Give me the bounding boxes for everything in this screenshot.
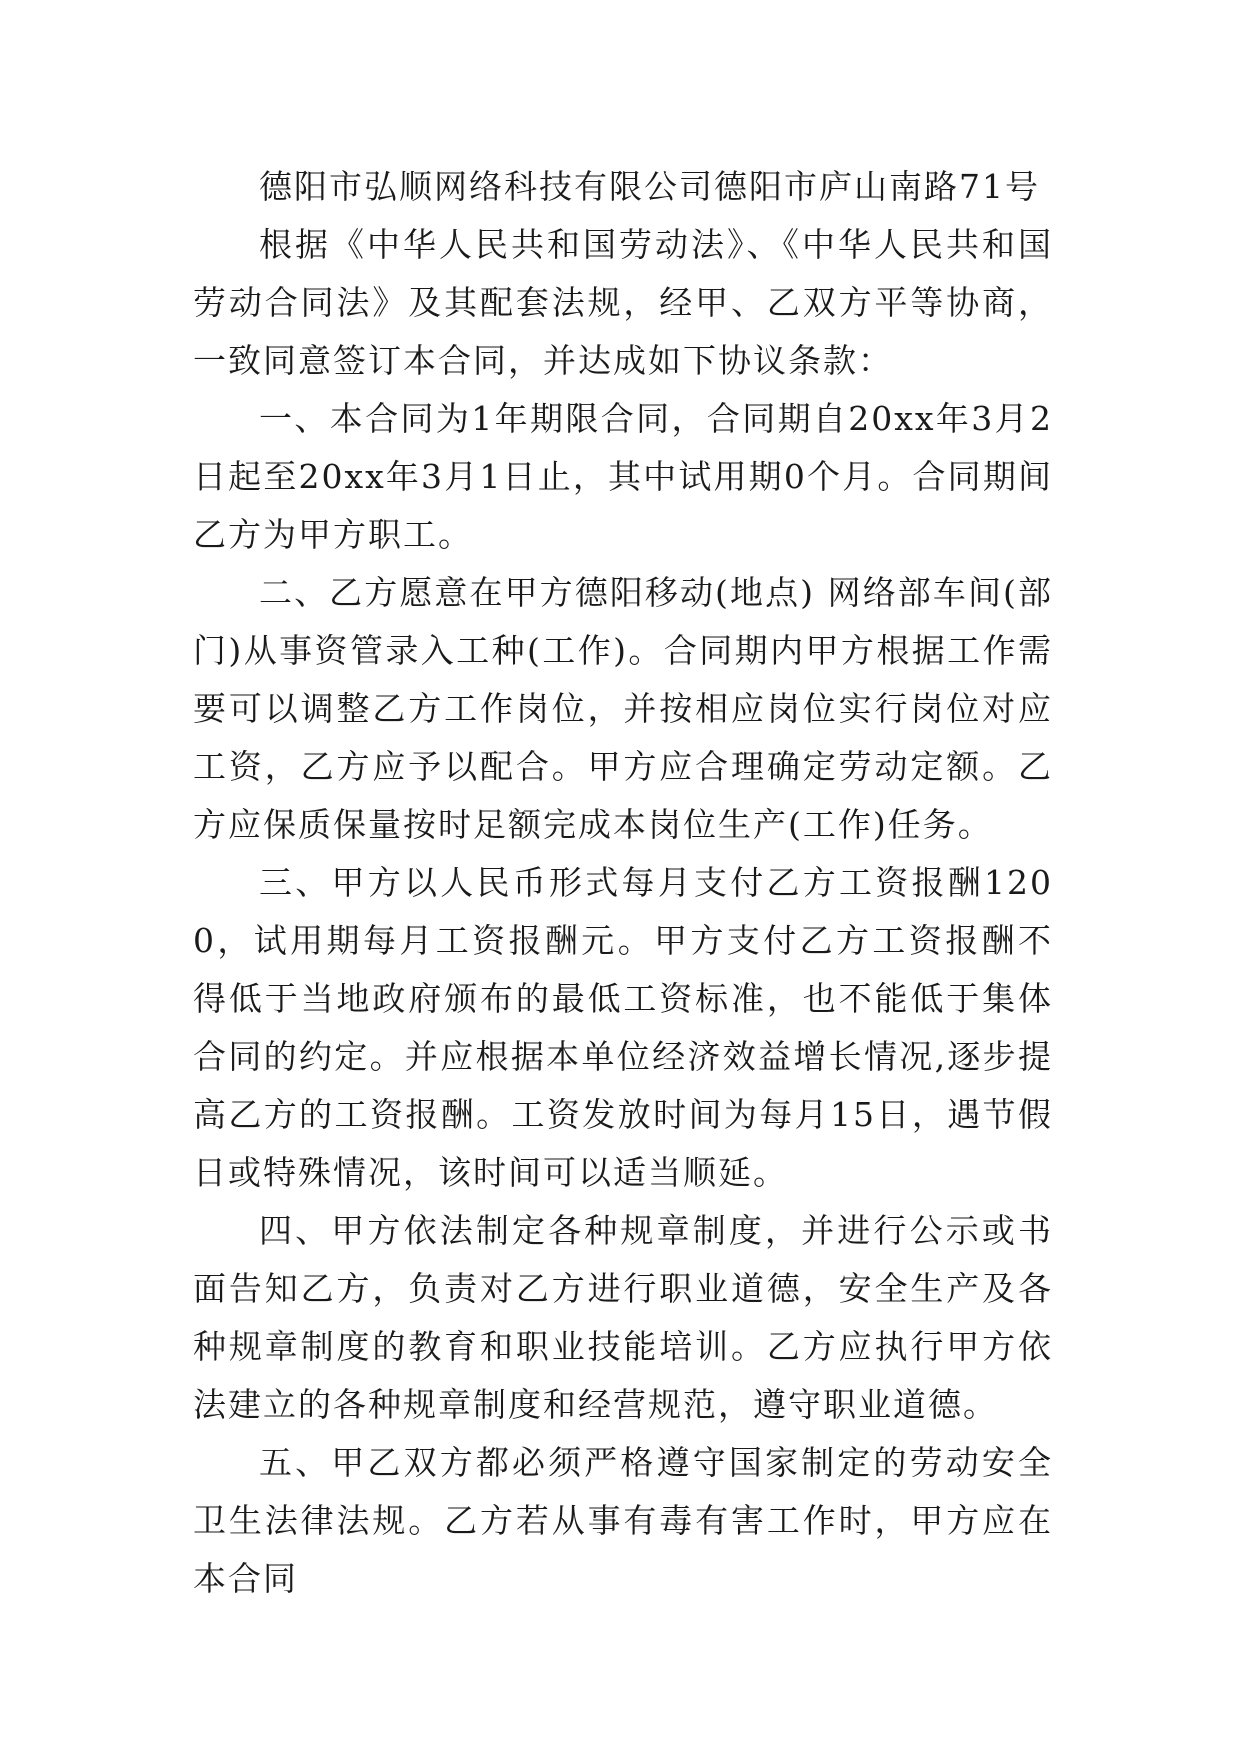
clause-2-paragraph: 二、乙方愿意在甲方德阳移动(地点) 网络部车间(部门)从事资管录入工种(工作)。合同期内甲方根据工作需要可以调整乙方工作岗位，并按相应岗位实行岗位对应工资，乙方应予以配合。甲方应合理确定劳动定额。乙方应保质保量按时足额完成本岗位生产(工作)任务。 bbox=[193, 573, 1053, 844]
clause-4-paragraph: 四、甲方依法制定各种规章制度，并进行公示或书面告知乙方，负责对乙方进行职业道德，安全生产及各种规章制度的教育和职业技能培训。乙方应执行甲方依法建立的各种规章制度和经营规范，遵守职业道德。 bbox=[193, 1211, 1053, 1424]
clause-5-paragraph: 五、甲乙双方都必须严格遵守国家制定的劳动安全卫生法律法规。乙方若从事有毒有害工作时，甲方应在本合同 bbox=[193, 1443, 1053, 1598]
preamble-paragraph: 根据《中华人民共和国劳动法》、《中华人民共和国劳动合同法》及其配套法规，经甲、乙双方平等协商，一致同意签订本合同，并达成如下协议条款： bbox=[193, 225, 1053, 380]
clause-3-paragraph: 三、甲方以人民币形式每月支付乙方工资报酬1200，试用期每月工资报酬元。甲方支付乙方工资报酬不得低于当地政府颁布的最低工资标准，也不能低于集体合同的约定。并应根据本单位经济效益增长情况,逐步提高乙方的工资报酬。工资发放时间为每月15日，遇节假日或特殊情况，该时间可以适当顺延。 bbox=[193, 863, 1053, 1192]
document-body bbox=[193, 158, 1053, 1608]
clause-1-paragraph: 一、本合同为1年期限合同，合同期自20xx年3月2日起至20xx年3月1日止，其中试用期0个月。合同期间乙方为甲方职工。 bbox=[193, 399, 1053, 554]
company-address-line: 德阳市弘顺网络科技有限公司德阳市庐山南路71号 bbox=[259, 167, 1040, 206]
